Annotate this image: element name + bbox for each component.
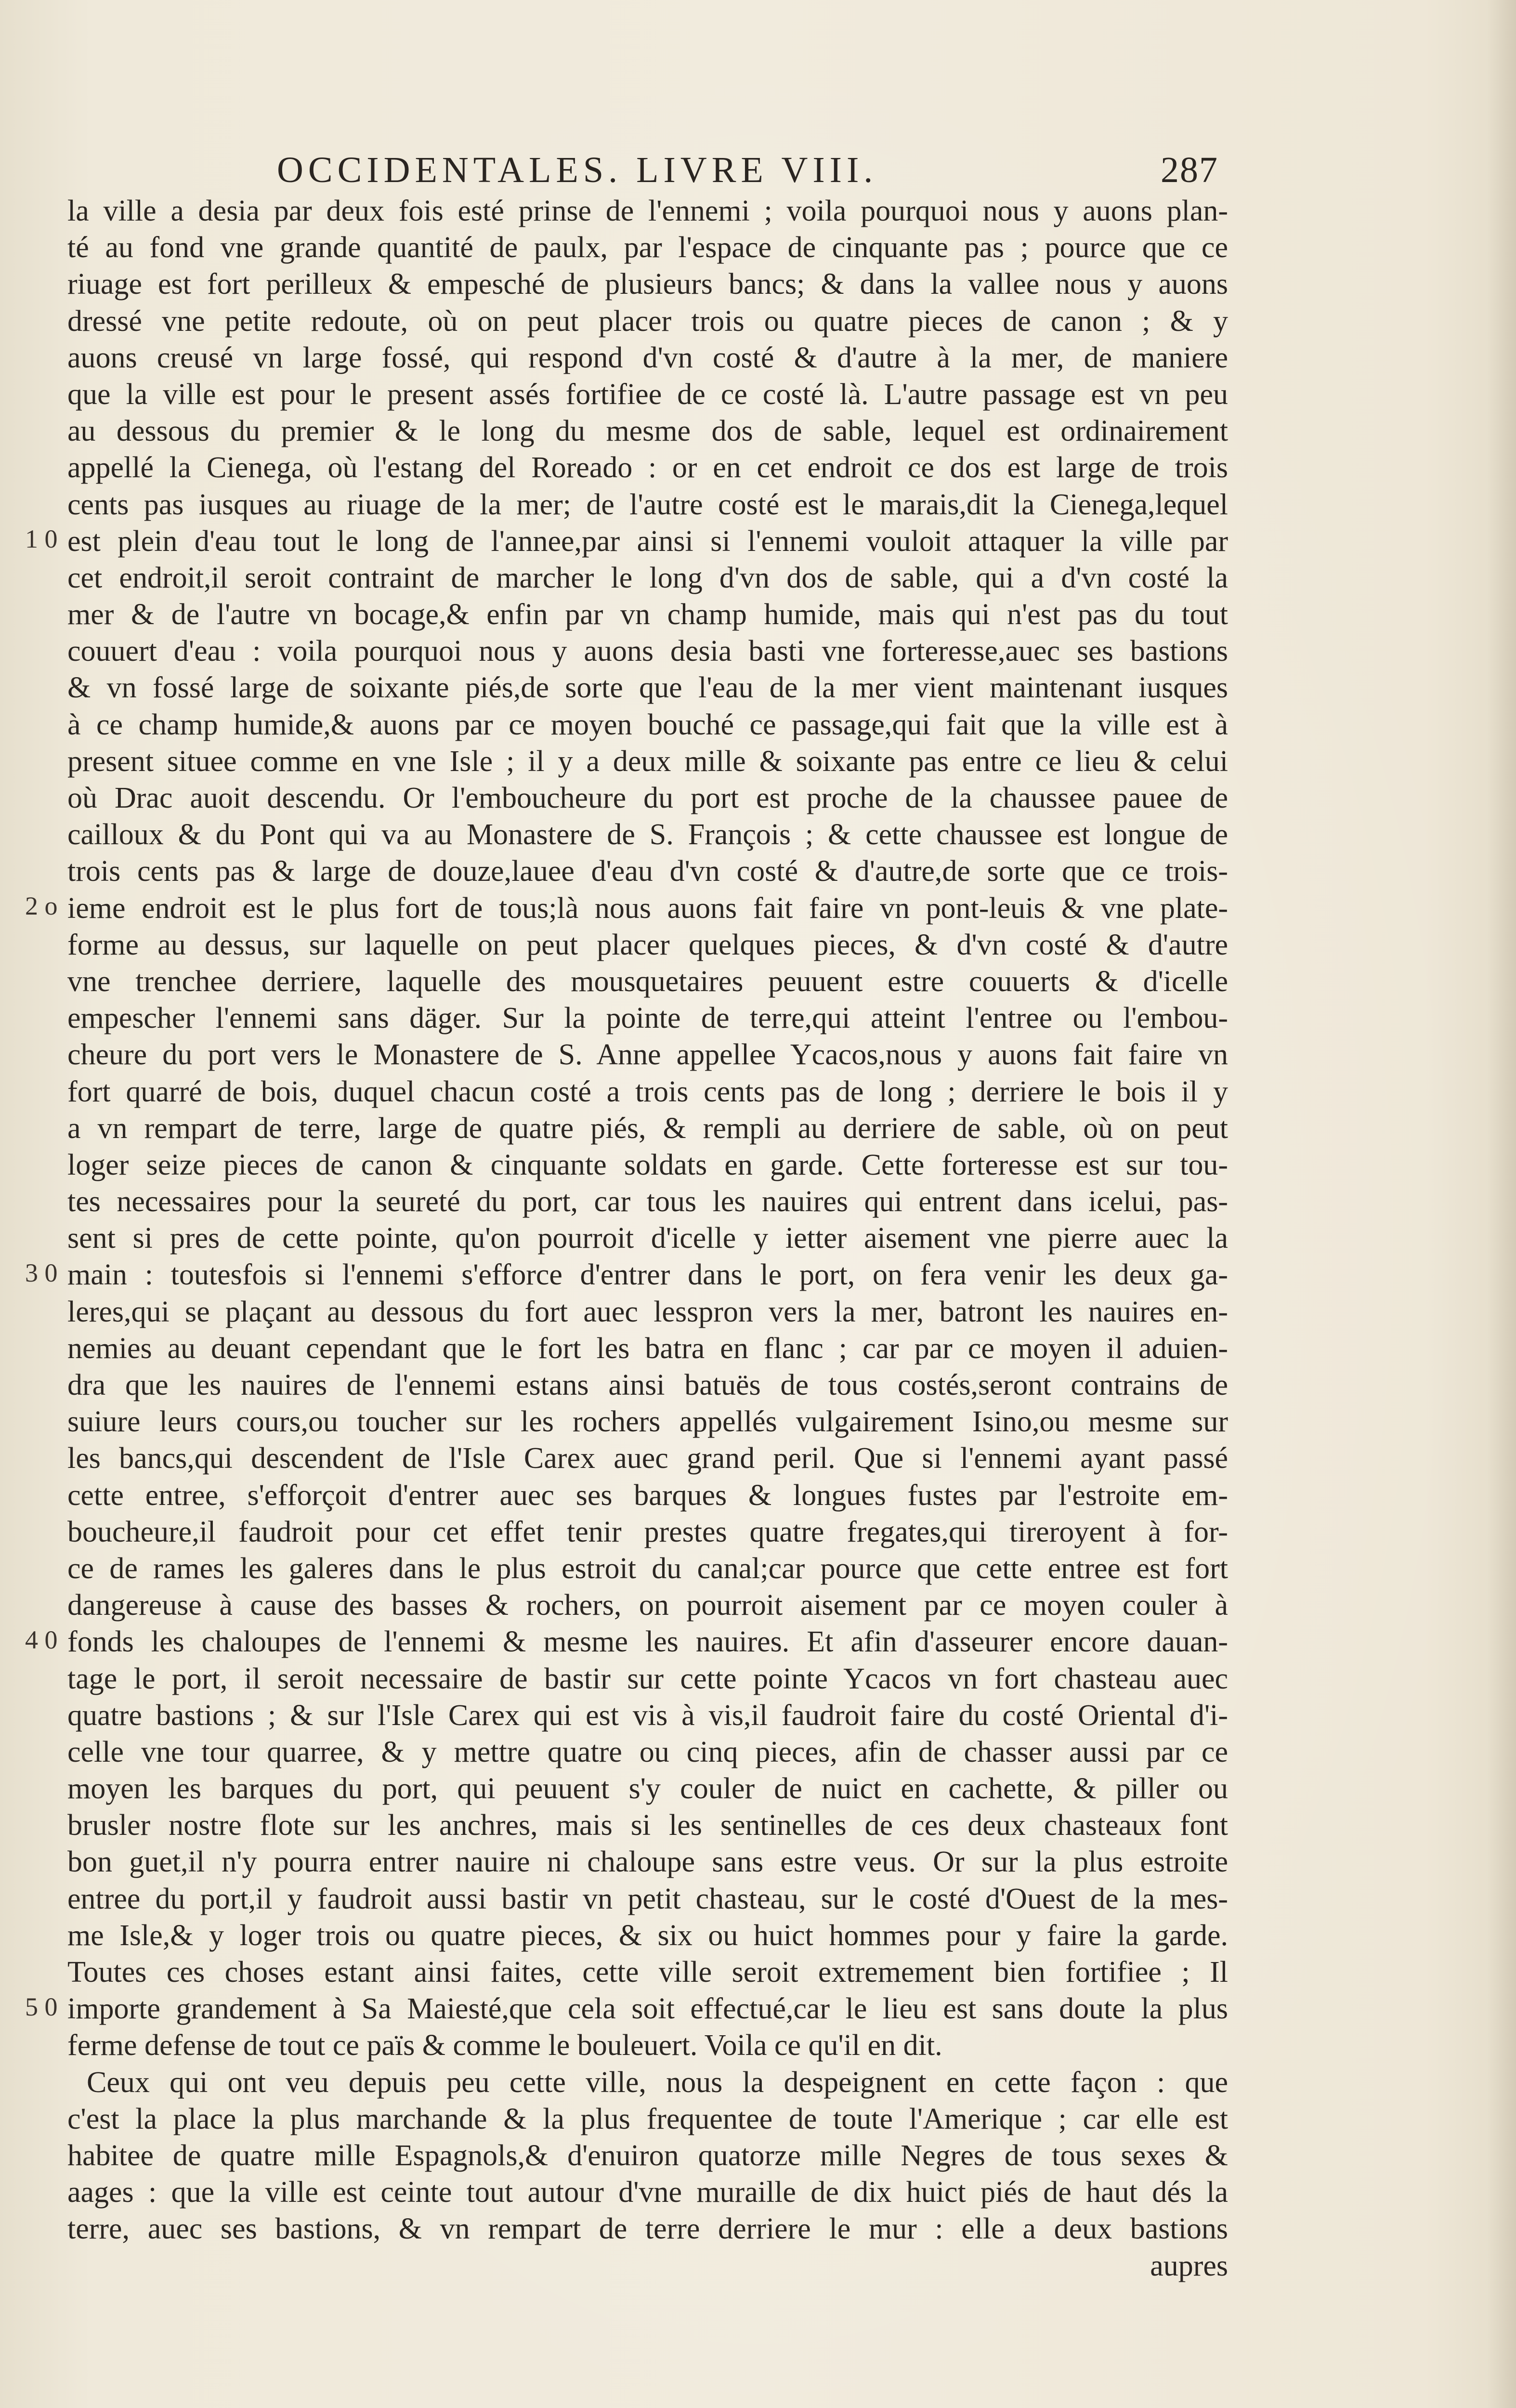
text-line: forme au dessus, sur laquelle on peut placer quelques pieces, & d'vn costé & d'autre <box>67 928 1228 961</box>
text-line: té au fond vne grande quantité de paulx, par l'espace de cinquante pas ; pource que ce <box>67 231 1228 264</box>
text-line: a vn rempart de terre, large de quatre piés, & rempli au derriere de sable, où on peut <box>67 1112 1228 1145</box>
text-line: nemies au deuant cependant que le fort les batra en flanc ; car par ce moyen il aduien- <box>67 1332 1228 1365</box>
text-line: boucheure,il faudroit pour cet effet tenir prestes quatre fregates,qui tireroyent à for- <box>67 1515 1228 1548</box>
text-line: importe grandement à Sa Maiesté,que cela soit effectué,car le lieu est sans doute la plus <box>67 1992 1228 2026</box>
text-line: c'est la place la plus marchande & la plus frequentee de toute l'Amerique ; car elle est <box>67 2102 1228 2135</box>
text-line: Ceux qui ont veu depuis peu cette ville, nous la despeignent en cette façon : que <box>87 2066 1228 2099</box>
text-line: fonds les chaloupes de l'ennemi & mesme les nauires. Et afin d'asseurer encore dauan- <box>67 1625 1228 1659</box>
text-line: tage le port, il seroit necessaire de bastir sur cette pointe Ycacos vn fort chasteau auec <box>67 1662 1228 1695</box>
text-line: cailloux & du Pont qui va au Monastere de S. François ; & cette chaussee est longue de <box>67 818 1228 851</box>
text-line: aages : que la ville est ceinte tout autour d'vne muraille de dix huict piés de haut dés la <box>67 2176 1228 2209</box>
catchword: aupres <box>1150 2249 1228 2282</box>
text-line: couuert d'eau : voila pourquoi nous y auons desia basti vne forteresse,auec ses bastions <box>67 635 1228 668</box>
text-line: cette entree, s'efforçoit d'entrer auec ses barques & longues fustes par l'estroite em- <box>67 1479 1228 1512</box>
text-line: à ce champ humide,& auons par ce moyen bouché ce passage,qui fait que la ville est à <box>67 708 1228 741</box>
text-line: cet endroit,il seroit contraint de marcher le long d'vn dos de sable, qui a d'vn costé la <box>67 561 1228 594</box>
text-line: où Drac auoit descendu. Or l'emboucheure du port est proche de la chaussee pauee de <box>67 782 1228 814</box>
line-number-40: 4 0 <box>25 1625 58 1654</box>
text-line: les bancs,qui descendent de l'Isle Carex auec grand peril. Que si l'ennemi ayant passé <box>67 1442 1228 1475</box>
text-line: main : toutesfois si l'ennemi s'efforce d'entrer dans le port, on fera venir les deux ga- <box>67 1258 1228 1292</box>
text-line: entree du port,il y faudroit aussi bastir vn petit chasteau, sur le costé d'Ouest de la mes- <box>67 1882 1228 1915</box>
text-line: que la ville est pour le present assés fortifiee de ce costé là. L'autre passage est vn peu <box>67 378 1228 411</box>
page-edge-shadow <box>1487 0 1516 2408</box>
page-number: 287 <box>1161 150 1218 190</box>
text-line: ce de rames les galeres dans le plus estroit du canal;car pource que cette entree est fort <box>67 1552 1228 1585</box>
text-line: present situee comme en vne Isle ; il y a deux mille & soixante pas entre ce lieu & celui <box>67 745 1228 778</box>
text-line: & vn fossé large de soixante piés,de sorte que l'eau de la mer vient maintenant iusques <box>67 671 1228 705</box>
text-line: suiure leurs cours,ou toucher sur les rochers appellés vulgairement Isino,ou mesme sur <box>67 1405 1228 1439</box>
text-line: dangereuse à cause des basses & rochers, on pourroit aisement par ce moyen couler à <box>67 1589 1228 1622</box>
text-line: est plein d'eau tout le long de l'annee,par ainsi si l'ennemi vouloit attaquer la ville par <box>67 524 1228 558</box>
line-number-30: 3 0 <box>25 1258 58 1287</box>
text-line: auons creusé vn large fossé, qui respond d'vn costé & d'autre à la mer, de maniere <box>67 341 1228 374</box>
text-line: dressé vne petite redoute, où on peut placer trois ou quatre pieces de canon ; & y <box>67 304 1228 338</box>
text-line: ieme endroit est le plus fort de tous;là nous auons fait faire vn pont-leuis & vne plate- <box>67 891 1228 925</box>
text-line: sent si pres de cette pointe, qu'on pourroit d'icelle y ietter aisement vne pierre auec la <box>67 1222 1228 1255</box>
text-line: fort quarré de bois, duquel chacun costé a trois cents pas de long ; derriere le bois il y <box>67 1075 1228 1108</box>
text-line: moyen les barques du port, qui peuuent s'y couler de nuict en cachette, & piller ou <box>67 1772 1228 1806</box>
text-line: bon guet,il n'y pourra entrer nauire ni chaloupe sans estre veus. Or sur la plus estroite <box>67 1845 1228 1879</box>
text-line: me Isle,& y loger trois ou quatre pieces, & six ou huict hommes pour y faire la garde. <box>67 1919 1228 1952</box>
text-line: au dessous du premier & le long du mesme dos de sable, lequel est ordinairement <box>67 415 1228 448</box>
text-line: brusler nostre flote sur les anchres, mais si les sentinelles de ces deux chasteaux font <box>67 1809 1228 1842</box>
text-line: riuage est fort perilleux & empesché de plusieurs bancs; & dans la vallee nous y auons <box>67 268 1228 301</box>
line-number-10: 1 0 <box>25 524 58 553</box>
text-line: celle vne tour quarree, & y mettre quatre ou cinq pieces, afin de chasser aussi par ce <box>67 1735 1228 1768</box>
line-number-20: 2 o <box>25 891 58 920</box>
text-line: la ville a desia par deux fois esté prinse de l'ennemi ; voila pourquoi nous y auons plan- <box>67 195 1228 227</box>
text-line: tes necessaires pour la seureté du port, car tous les nauires qui entrent dans icelui, pas- <box>67 1185 1228 1218</box>
text-line: habitee de quatre mille Espagnols,& d'enuiron quatorze mille Negres de tous sexes & <box>67 2139 1228 2172</box>
text-line: loger seize pieces de canon & cinquante soldats en garde. Cette forteresse est sur tou- <box>67 1148 1228 1181</box>
text-line: Toutes ces choses estant ainsi faites, cette ville seroit extremement bien fortifiee ; Il <box>67 1956 1228 1989</box>
running-head: OCCIDENTALES. LIVRE VIII. <box>277 150 878 190</box>
page-header <box>277 144 1218 197</box>
text-line: cents pas iusques au riuage de la mer; de l'autre costé est le marais,dit la Cienega,lequel <box>67 488 1228 521</box>
text-line: trois cents pas & large de douze,lauee d'eau d'vn costé & d'autre,de sorte que ce trois- <box>67 855 1228 888</box>
line-number-50: 5 0 <box>25 1992 58 2021</box>
text-line: terre, auec ses bastions, & vn rempart de terre derriere le mur : elle a deux bastions <box>67 2212 1228 2246</box>
text-line: leres,qui se plaçant au dessous du fort auec lesspron vers la mer, batront les nauires en- <box>67 1295 1228 1328</box>
text-line: dra que les nauires de l'ennemi estans ainsi batuës de tous costés,seront contrains de <box>67 1369 1228 1401</box>
text-line: empescher l'ennemi sans däger. Sur la pointe de terre,qui atteint l'entree ou l'embou- <box>67 1002 1228 1035</box>
text-line: vne trenchee derriere, laquelle des mousquetaires peuuent estre couuerts & d'icelle <box>67 965 1228 998</box>
body-text <box>67 193 1228 2284</box>
text-line: ferme defense de tout ce païs & comme le bouleuert. Voila ce qu'il en dit. <box>67 2029 942 2062</box>
text-line: appellé la Cienega, où l'estang del Roreado : or en cet endroit ce dos est large de trois <box>67 451 1228 484</box>
text-line: mer & de l'autre vn bocage,& enfin par vn champ humide, mais qui n'est pas du tout <box>67 598 1228 631</box>
text-line: quatre bastions ; & sur l'Isle Carex qui est vis à vis,il faudroit faire du costé Oriental d'i- <box>67 1699 1228 1732</box>
text-line: cheure du port vers le Monastere de S. Anne appellee Ycacos,nous y auons fait faire vn <box>67 1038 1228 1072</box>
